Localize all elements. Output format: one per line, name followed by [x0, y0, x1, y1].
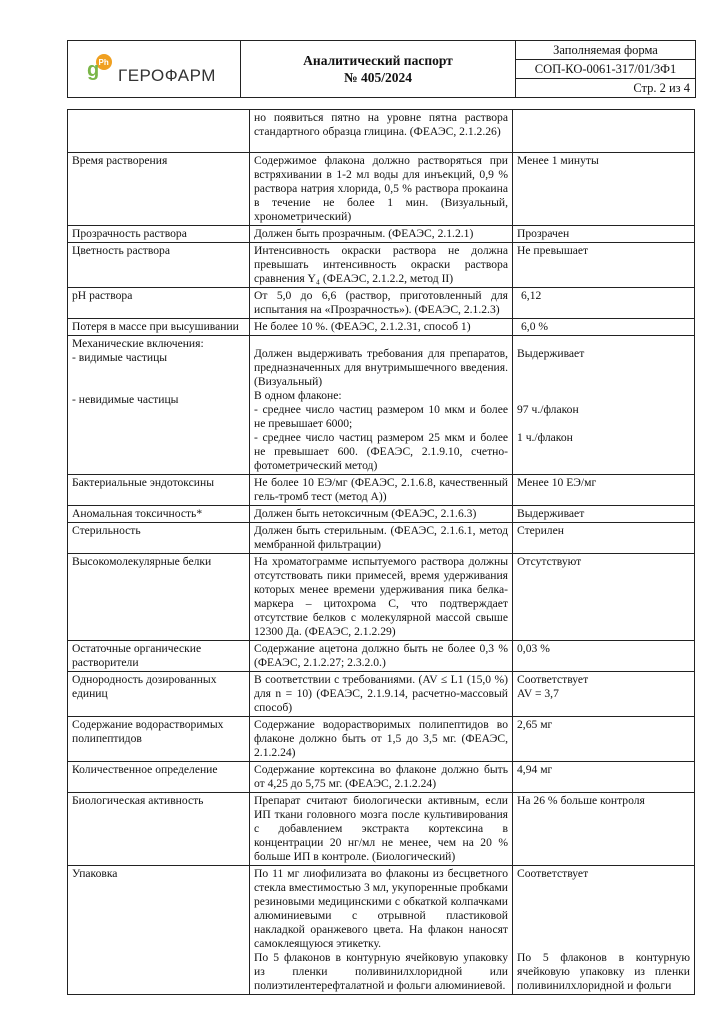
- page-number: Стр. 2 из 4: [633, 81, 690, 95]
- requirement-invisible-10: - среднее число частиц размером 10 мкм и более не превышает 6000;: [254, 403, 508, 430]
- requirement-invisible-25: - среднее число частиц размером 25 мкм и более не превышает 600. (ФЕАЭС, 2.1.9.10, счетно-фотометрический метод): [254, 431, 508, 472]
- row-name: Бактериальные эндотоксины: [68, 475, 250, 506]
- row-name: Упаковка: [68, 866, 250, 995]
- row-name: [68, 110, 250, 153]
- requirement-invisible-intro: В одном флаконе:: [254, 389, 342, 402]
- row-name: Содержание водорастворимых полипептидов: [68, 717, 250, 762]
- title-line-2: № 405/2024: [344, 70, 412, 85]
- table-row: [68, 762, 695, 793]
- row-result: Выдерживает: [513, 506, 695, 523]
- row-result-av: AV = 3,7: [517, 687, 559, 700]
- row-requirement: Содержание водорастворимых полипептидов во флаконе должно быть от 1,5 до 3,5 мг. (ФЕАЭС, 2.1.2.24): [250, 717, 513, 762]
- table-row: [68, 793, 695, 866]
- table-row: [68, 672, 695, 717]
- row-requirement: Содержание кортексина во флаконе должно быть от 4,25 до 5,75 мг. (ФЕАЭС, 2.1.2.24): [250, 762, 513, 793]
- document-title: [241, 41, 516, 98]
- row-result: Менее 1 минуты: [513, 153, 695, 226]
- row-subname-invisible: - невидимые частицы: [72, 393, 179, 406]
- row-result: Не превышает: [513, 243, 695, 288]
- result-invisible-10: 97 ч./флакон: [517, 403, 579, 416]
- table-row-mechanical-inclusions: [68, 336, 695, 475]
- logo-text: ГЕРОФАРМ: [118, 66, 216, 85]
- row-requirement: Должен быть прозрачным. (ФЕАЭС, 2.1.2.1): [250, 226, 513, 243]
- row-name: Потеря в массе при высушивании: [68, 319, 250, 336]
- row-name: pH раствора: [68, 288, 250, 319]
- row-result: Стерилен: [513, 523, 695, 554]
- row-requirement: Содержимое флакона должно растворяться при встряхивании в 1-2 мл воды для инъекций, 0,9 % раствора натрия хлорида, 0,5 % раствора прокаина в течение не более 1 мин. (Визуальный, хронометрический): [250, 153, 513, 226]
- row-result: 0,03 %: [513, 641, 695, 672]
- row-result: Менее 10 ЕЭ/мг: [513, 475, 695, 506]
- row-requirement: Должен быть нетоксичным (ФЕАЭС, 2.1.6.3): [250, 506, 513, 523]
- row-requirement: Не более 10 ЕЭ/мг (ФЕАЭС, 2.1.6.8, качественный гель-тромб тест (метод А)): [250, 475, 513, 506]
- row-name: Стерильность: [68, 523, 250, 554]
- logo-mark-text: g: [87, 59, 100, 81]
- table-row: [68, 475, 695, 506]
- row-result: [513, 110, 695, 153]
- row-name: Время растворения: [68, 153, 250, 226]
- table-row: [68, 153, 695, 226]
- row-requirement: Препарат считают биологически активным, если ИП ткани головного мозга после культивирования с добавлением экстракта кортексина в концентрации 20 нг/мл не менее, чем на 20 % больше ИП в контроле. (Биологический): [250, 793, 513, 866]
- row-name: Остаточные органические растворители: [68, 641, 250, 672]
- row-requirement: Содержание ацетона должно быть не более 0,3 % (ФЕАЭС, 2.1.2.27; 2.3.2.0.): [250, 641, 513, 672]
- packaging-requirement-2: По 5 флаконов в контурную ячейковую упаковку из пленки поливинилхлоридной или полиэтилентерефталатной и фольги алюминиевой.: [254, 951, 508, 992]
- packaging-result-2: По 5 флаконов в контурную ячейковую упаковку из пленки поливинилхлоридной и фольги: [517, 951, 690, 992]
- row-requirement: Не более 10 %. (ФЕАЭС, 2.1.2.31, способ 1): [250, 319, 513, 336]
- row-name: Биологическая активность: [68, 793, 250, 866]
- table-row: [68, 110, 695, 153]
- row-result: 4,94 мг: [513, 762, 695, 793]
- form-label: Заполняемая форма: [516, 41, 695, 60]
- row-name: Высокомолекулярные белки: [68, 554, 250, 641]
- row-name: Цветность раствора: [68, 243, 250, 288]
- row-result: Соответствует: [517, 673, 589, 686]
- row-name: Однородность дозированных единиц: [68, 672, 250, 717]
- result-invisible-25: 1 ч./флакон: [517, 431, 573, 444]
- row-requirement: Интенсивность окраски раствора не должна превышать интенсивность окраски раствора сравнения Y₄ (ФЕАЭС, 2.1.2.2, метод II): [250, 243, 513, 288]
- gerofarm-logo-icon: [84, 52, 114, 86]
- table-row: [68, 641, 695, 672]
- requirement-visible: Должен выдерживать требования для препаратов, предназначенных для внутримышечного введения. (Визуальный): [254, 347, 508, 388]
- form-info: [516, 41, 696, 98]
- form-code: СОП-КО-0061-317/01/3Ф1: [516, 60, 695, 79]
- row-name: Аномальная токсичность*: [68, 506, 250, 523]
- title-line-1: Аналитический паспорт: [303, 53, 453, 68]
- row-requirement: Должен быть стерильным. (ФЕАЭС, 2.1.6.1, метод мембранной фильтрации): [250, 523, 513, 554]
- row-requirement: От 5,0 до 6,6 (раствор, приготовленный для испытания на «Прозрачность»). (ФЕАЭС, 2.1.2.3): [250, 288, 513, 319]
- packaging-requirement-1: По 11 мг лиофилизата во флаконы из бесцветного стекла вместимостью 3 мл, укупоренные пробками резиновыми медицинскими с обкаткой колпачками алюминиевыми с отрывной пластиковой накладкой оранжевого цвета. На флакон наносят самоклеящуюся этикетку.: [254, 867, 508, 950]
- result-visible: Выдерживает: [517, 347, 585, 360]
- row-result: 2,65 мг: [513, 717, 695, 762]
- table-row: [68, 288, 695, 319]
- table-row: [68, 243, 695, 288]
- row-result: Отсутствуют: [513, 554, 695, 641]
- table-row: [68, 523, 695, 554]
- row-result: На 26 % больше контроля: [513, 793, 695, 866]
- row-requirement: На хроматограмме испытуемого раствора должны отсутствовать пики примесей, время удерживания которых менее времени удерживания пика белка-маркера – цитохрома С, что подтверждает отсутствие белков с молекулярной массой свыше 12300 Да. (ФЕАЭС, 2.1.2.29): [250, 554, 513, 641]
- row-requirement: но появиться пятно на уровне пятна раствора стандартного образца глицина. (ФЕАЭС, 2.1.2.26): [250, 110, 513, 153]
- table-row-packaging: [68, 866, 695, 995]
- row-name: Прозрачность раствора: [68, 226, 250, 243]
- row-result: Соответствует: [517, 867, 589, 880]
- table-row: [68, 717, 695, 762]
- row-requirement: В соответствии с требованиями. (AV ≤ L1 (15,0 %) для n = 10) (ФЕАЭС, 2.1.9.14, расчетно-массовый способ): [250, 672, 513, 717]
- table-row: [68, 506, 695, 523]
- table-row: [68, 554, 695, 641]
- document-header: [67, 40, 696, 98]
- row-subname-visible: - видимые частицы: [72, 351, 168, 364]
- logo-sup-text: Ph: [98, 58, 109, 67]
- table-row: [68, 319, 695, 336]
- row-name: Механические включения:: [72, 337, 204, 350]
- logo-cell: [68, 41, 241, 98]
- row-result: 6,0 %: [513, 319, 695, 336]
- table-row: [68, 226, 695, 243]
- analysis-table: [67, 109, 695, 995]
- row-result: 6,12: [513, 288, 695, 319]
- row-name: Количественное определение: [68, 762, 250, 793]
- row-result: Прозрачен: [513, 226, 695, 243]
